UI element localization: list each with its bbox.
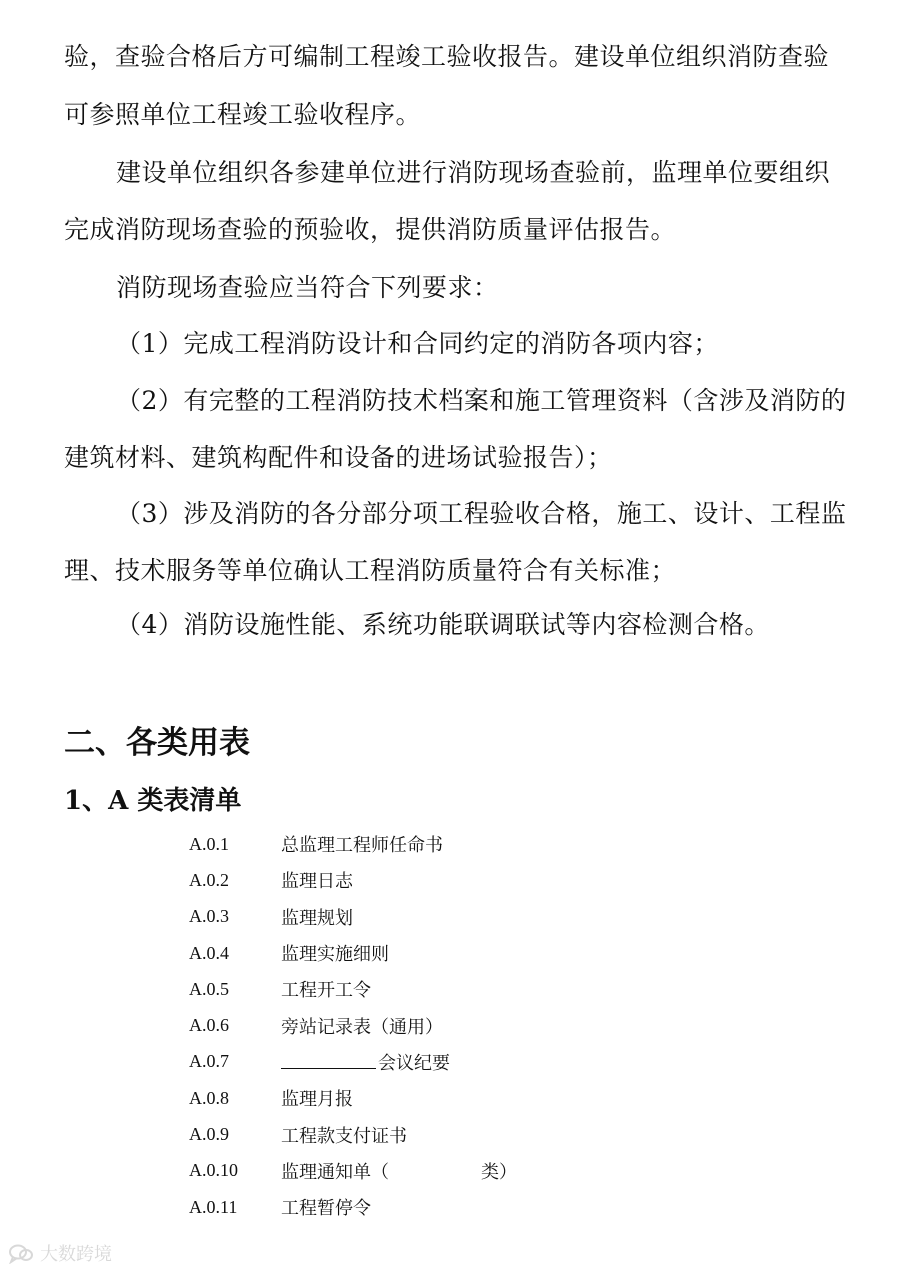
form-list-item	[189, 1080, 517, 1116]
requirement-item: （2）有完整的工程消防技术档案和施工管理资料（含涉及消防的	[116, 386, 847, 415]
form-code: A.0.6	[189, 1015, 229, 1036]
form-title: 工程暂停令	[281, 1198, 371, 1220]
form-list	[189, 826, 517, 1225]
form-code: A.0.10	[189, 1160, 238, 1181]
form-list-item	[189, 1044, 517, 1080]
requirement-item-continued: 理、技术服务等单位确认工程消防质量符合有关标准；	[64, 556, 677, 585]
subsection-heading: 1、A 类表清单	[64, 786, 242, 816]
form-title-suffix: 类）	[481, 1161, 517, 1183]
paragraph-line: 完成消防现场查验的预验收，提供消防质量评估报告。	[64, 215, 677, 244]
requirement-item: （3）涉及消防的各分部分项工程验收合格，施工、设计、工程监	[116, 499, 847, 528]
watermark	[8, 1240, 112, 1266]
form-list-item	[189, 1007, 517, 1043]
form-title: 监理规划	[281, 907, 353, 929]
form-title: 监理月报	[281, 1089, 353, 1111]
form-code: A.0.2	[189, 869, 229, 890]
requirement-item-continued: 建筑材料、建筑构配件和设备的进场试验报告）；	[64, 443, 613, 472]
form-list-item	[189, 899, 517, 935]
form-list-item	[189, 935, 517, 971]
form-title: 工程开工令	[281, 980, 371, 1002]
form-list-item	[189, 826, 517, 862]
paragraph-line: 消防现场查验应当符合下列要求：	[116, 273, 499, 302]
form-code: A.0.1	[189, 833, 229, 854]
paragraph-line: 验，查验合格后方可编制工程竣工验收报告。建设单位组织消防查验	[64, 42, 830, 71]
form-list-item	[189, 1116, 517, 1152]
watermark-text: 大数跨境	[40, 1244, 112, 1265]
form-code: A.0.7	[189, 1051, 229, 1072]
form-title-prefix: 监理通知单（	[281, 1161, 389, 1183]
form-code: A.0.4	[189, 942, 229, 963]
form-code: A.0.9	[189, 1124, 229, 1145]
paragraph-line: 可参照单位工程竣工验收程序。	[64, 100, 422, 129]
form-title: 监理实施细则	[281, 944, 389, 966]
form-title: 总监理工程师任命书	[281, 835, 443, 857]
form-code: A.0.3	[189, 906, 229, 927]
requirement-item: （1）完成工程消防设计和合同约定的消防各项内容；	[116, 329, 719, 358]
blank-fill-line	[281, 1054, 376, 1069]
form-title: 工程款支付证书	[281, 1125, 407, 1147]
form-list-item	[189, 1153, 517, 1189]
form-code: A.0.11	[189, 1196, 238, 1217]
section-heading: 二、各类用表	[64, 725, 250, 761]
form-code: A.0.8	[189, 1087, 229, 1108]
form-list-item	[189, 971, 517, 1007]
form-code: A.0.5	[189, 978, 229, 999]
requirement-item: （4）消防设施性能、系统功能联调联试等内容检测合格。	[116, 610, 770, 639]
form-title: 会议纪要	[378, 1052, 450, 1074]
paragraph-line: 建设单位组织各参建单位进行消防现场查验前，监理单位要组织	[116, 158, 831, 187]
form-list-item	[189, 862, 517, 898]
form-title: 旁站记录表（通用）	[281, 1016, 443, 1038]
chat-bubble-icon	[8, 1242, 34, 1264]
form-title: 监理日志	[281, 871, 353, 893]
form-list-item	[189, 1189, 517, 1225]
